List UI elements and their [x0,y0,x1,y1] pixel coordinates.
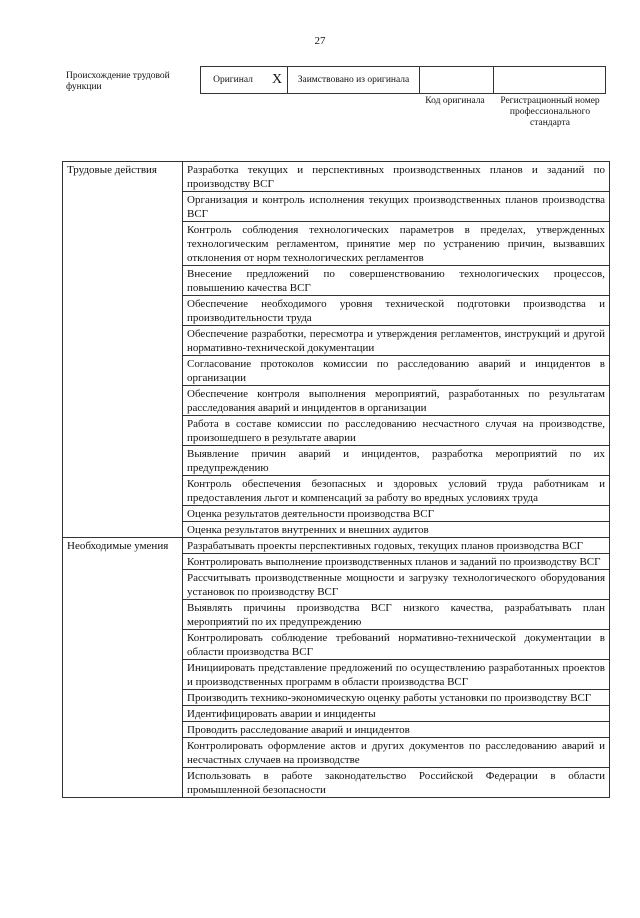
table-row [63,162,610,192]
list-item: Согласование протоколов комиссии по расследованию аварий и инцидентов в организации [183,356,610,386]
original-label: Оригинал [213,75,253,85]
list-item: Рассчитывать производственные мощности и загрузку технологического оборудования установок по производству ВСГ [183,570,610,600]
requirements-table [62,161,610,798]
table-row [63,538,610,554]
list-item: Контролировать соблюдение требований нормативно-технической документации в области производства ВСГ [183,630,610,660]
list-item: Выявлять причины производства ВСГ низкого качества, разрабатывать план мероприятий по их предупреждению [183,600,610,630]
list-item: Инициировать представление предложений по осуществлению разработанных проектов и производственных программ в области производства ВСГ [183,660,610,690]
list-item: Производить технико-экономическую оценку работы установки по производству ВСГ [183,690,610,706]
section-title: Необходимые умения [63,538,183,798]
reg-number-label: Регистрационный номер профессионального стандарта [500,96,600,128]
list-item: Контроль обеспечения безопасных и здоровых условий труда работникам и предоставления льгот и компенсаций за работу во вредных условиях труда [183,476,610,506]
list-item: Проводить расследование аварий и инцидентов [183,722,610,738]
origin-box [200,66,606,94]
list-item: Идентифицировать аварии и инциденты [183,706,610,722]
list-item: Выявление причин аварий и инцидентов, разработка мероприятий по их предупреждению [183,446,610,476]
list-item: Оценка результатов внутренних и внешних аудитов [183,522,610,538]
list-item: Использовать в работе законодательство Российской Федерации в области промышленной безопасности [183,768,610,798]
borrowed-cell [288,66,420,94]
borrowed-label: Заимствовано из оригинала [297,75,410,85]
list-item: Оценка результатов деятельности производства ВСГ [183,506,610,522]
origin-label: Происхождение трудовой функции [66,71,170,92]
list-item: Обеспечение разработки, пересмотра и утверждения регламентов, инструкций и другой нормативно-технической документации [183,326,610,356]
list-item: Обеспечение контроля выполнения мероприятий, разработанных по результатам расследования аварий и инцидентов в организации [183,386,610,416]
list-item: Организация и контроль исполнения текущих производственных планов производства ВСГ [183,192,610,222]
list-item: Работа в составе комиссии по расследованию несчастного случая на производстве, произошедшего в результате аварии [183,416,610,446]
list-item: Обеспечение необходимого уровня технической подготовки производства и производительности труда [183,296,610,326]
page-number: 27 [314,35,326,47]
reg-number-cell [494,66,606,94]
list-item: Контролировать оформление актов и других документов по расследованию аварий и несчастных случаев на производстве [183,738,610,768]
code-cell [420,66,494,94]
code-label: Код оригинала [425,96,485,106]
list-item: Разработка текущих и перспективных производственных планов и заданий по производству ВСГ [183,162,610,192]
list-item: Внесение предложений по совершенствованию технологических процессов, повышению качества ВСГ [183,266,610,296]
list-item: Разрабатывать проекты перспективных годовых, текущих планов производства ВСГ [183,538,610,554]
section-title: Трудовые действия [63,162,183,538]
list-item: Контроль соблюдения технологических параметров в пределах, утвержденных технологическим регламентом, принятие мер по устранению причин, вызвавших отклонения от норм технологических регламентов [183,222,610,266]
original-mark: X [272,72,283,87]
list-item: Контролировать выполнение производственных планов и заданий по производству ВСГ [183,554,610,570]
requirements-body [63,162,610,798]
